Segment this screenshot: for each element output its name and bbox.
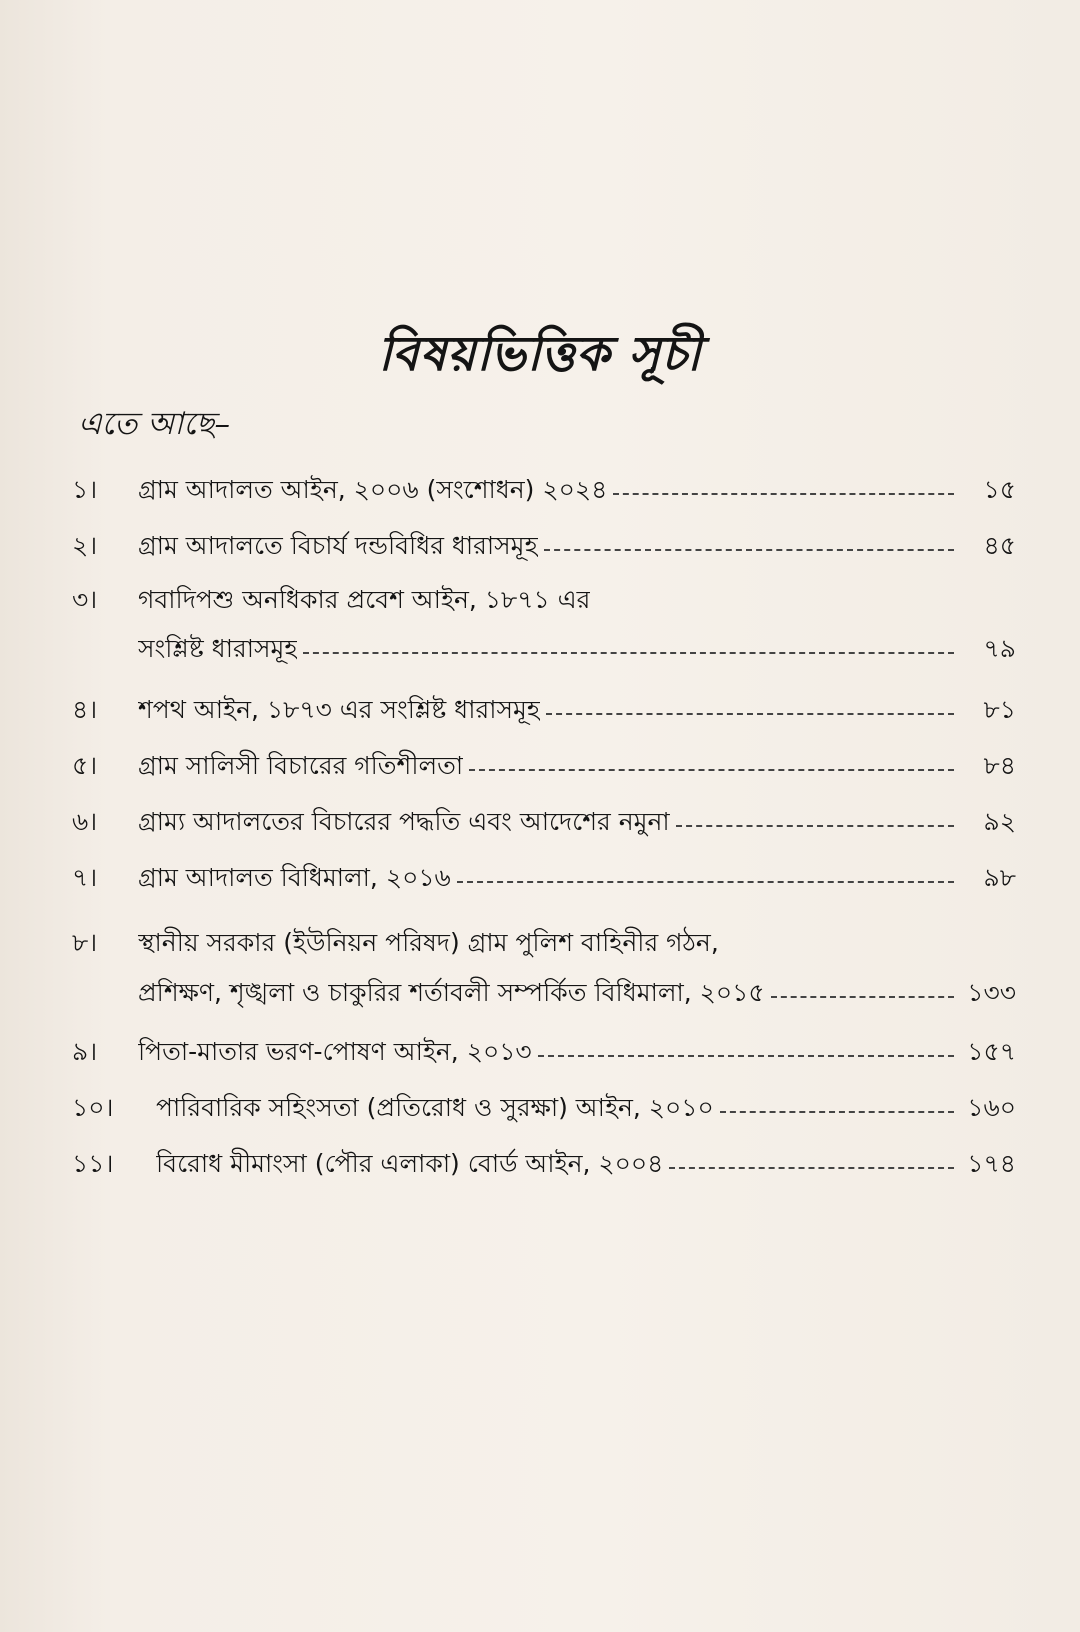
dot-leader [771,996,954,998]
entry-number: ৯। [72,1037,98,1066]
table-of-contents [72,462,1016,1192]
dot-leader [457,881,954,883]
dot-leader [546,713,954,715]
entry-number: ৮। [72,928,98,957]
contents-intro: এতে আছে– [78,406,231,442]
entry-page: ১৫৭ [967,1037,1016,1066]
page-title: বিষয়ভিত্তিক সূচী [378,326,702,382]
entry-title: গ্রাম আদালতে বিচার্য দন্ডবিধির ধারাসমূহ [138,531,538,560]
toc-entry [72,574,1016,672]
dot-leader [669,1167,954,1169]
entry-title: পিতা-মাতার ভরণ-পোষণ আইন, ২০১৩ [138,1037,532,1066]
entry-page: ৭৯ [983,634,1016,663]
entry-number: ১১। [72,1149,114,1178]
toc-entry [72,794,1016,850]
entry-title: পারিবারিক সহিংসতা (প্রতিরোধ ও সুরক্ষা) আইন, ২০১০ [156,1093,714,1122]
entry-title: গ্রাম্য আদালতের বিচারের পদ্ধতি এবং আদেশের নমুনা [138,807,670,836]
toc-entry [72,1024,1016,1080]
entry-page: ৯২ [983,807,1016,836]
entry-title: গ্রাম আদালত আইন, ২০০৬ (সংশোধন) ২০২৪ [138,475,608,504]
entry-number: ৭। [72,863,98,892]
entry-number: ৫। [72,751,98,780]
entry-page: ৯৮ [983,863,1016,892]
entry-page: ১৫ [983,475,1016,504]
entry-page: ১৩৩ [967,978,1016,1007]
toc-entry [72,518,1016,574]
entry-title: গবাদিপশু অনধিকার প্রবেশ আইন, ১৮৭১ এর [138,585,591,614]
toc-entry [72,682,1016,738]
toc-entry [72,850,1016,906]
entry-number: ২। [72,531,98,560]
entry-number: ৬। [72,807,98,836]
toc-entry [72,462,1016,518]
dot-leader [613,493,954,495]
dot-leader [303,652,954,654]
entry-page: ১৬০ [967,1093,1016,1122]
entry-title: বিরোধ মীমাংসা (পৌর এলাকা) বোর্ড আইন, ২০০৪ [156,1149,664,1178]
entry-page: ৮১ [983,695,1016,724]
toc-entry [72,916,1016,1016]
toc-entry [72,738,1016,794]
dot-leader [538,1055,954,1057]
entry-title: গ্রাম সালিসী বিচারের গতিশীলতা [138,751,464,780]
entry-title: গ্রাম আদালত বিধিমালা, ২০১৬ [138,863,451,892]
entry-number: ১০। [72,1093,114,1122]
entry-title: স্থানীয় সরকার (ইউনিয়ন পরিষদ) গ্রাম পুলিশ বাহিনীর গঠন, [138,928,719,957]
entry-page: ৪৫ [983,531,1016,560]
entry-title-continued: প্রশিক্ষণ, শৃঙ্খলা ও চাকুরির শর্তাবলী সম্পর্কিত বিধিমালা, ২০১৫ [138,978,765,1007]
entry-title-continued: সংশ্লিষ্ট ধারাসমূহ [138,634,298,663]
entry-page: ৮৪ [983,751,1016,780]
toc-entry [72,1080,1016,1136]
entry-number: ১। [72,475,98,504]
dot-leader [544,549,954,551]
entry-title: শপথ আইন, ১৮৭৩ এর সংশ্লিষ্ট ধারাসমূহ [138,695,540,724]
dot-leader [676,825,954,827]
entry-number: ৪। [72,695,98,724]
entry-page: ১৭৪ [967,1149,1016,1178]
dot-leader [720,1111,954,1113]
entry-number: ৩। [72,585,98,614]
toc-entry [72,1136,1016,1192]
dot-leader [469,769,954,771]
